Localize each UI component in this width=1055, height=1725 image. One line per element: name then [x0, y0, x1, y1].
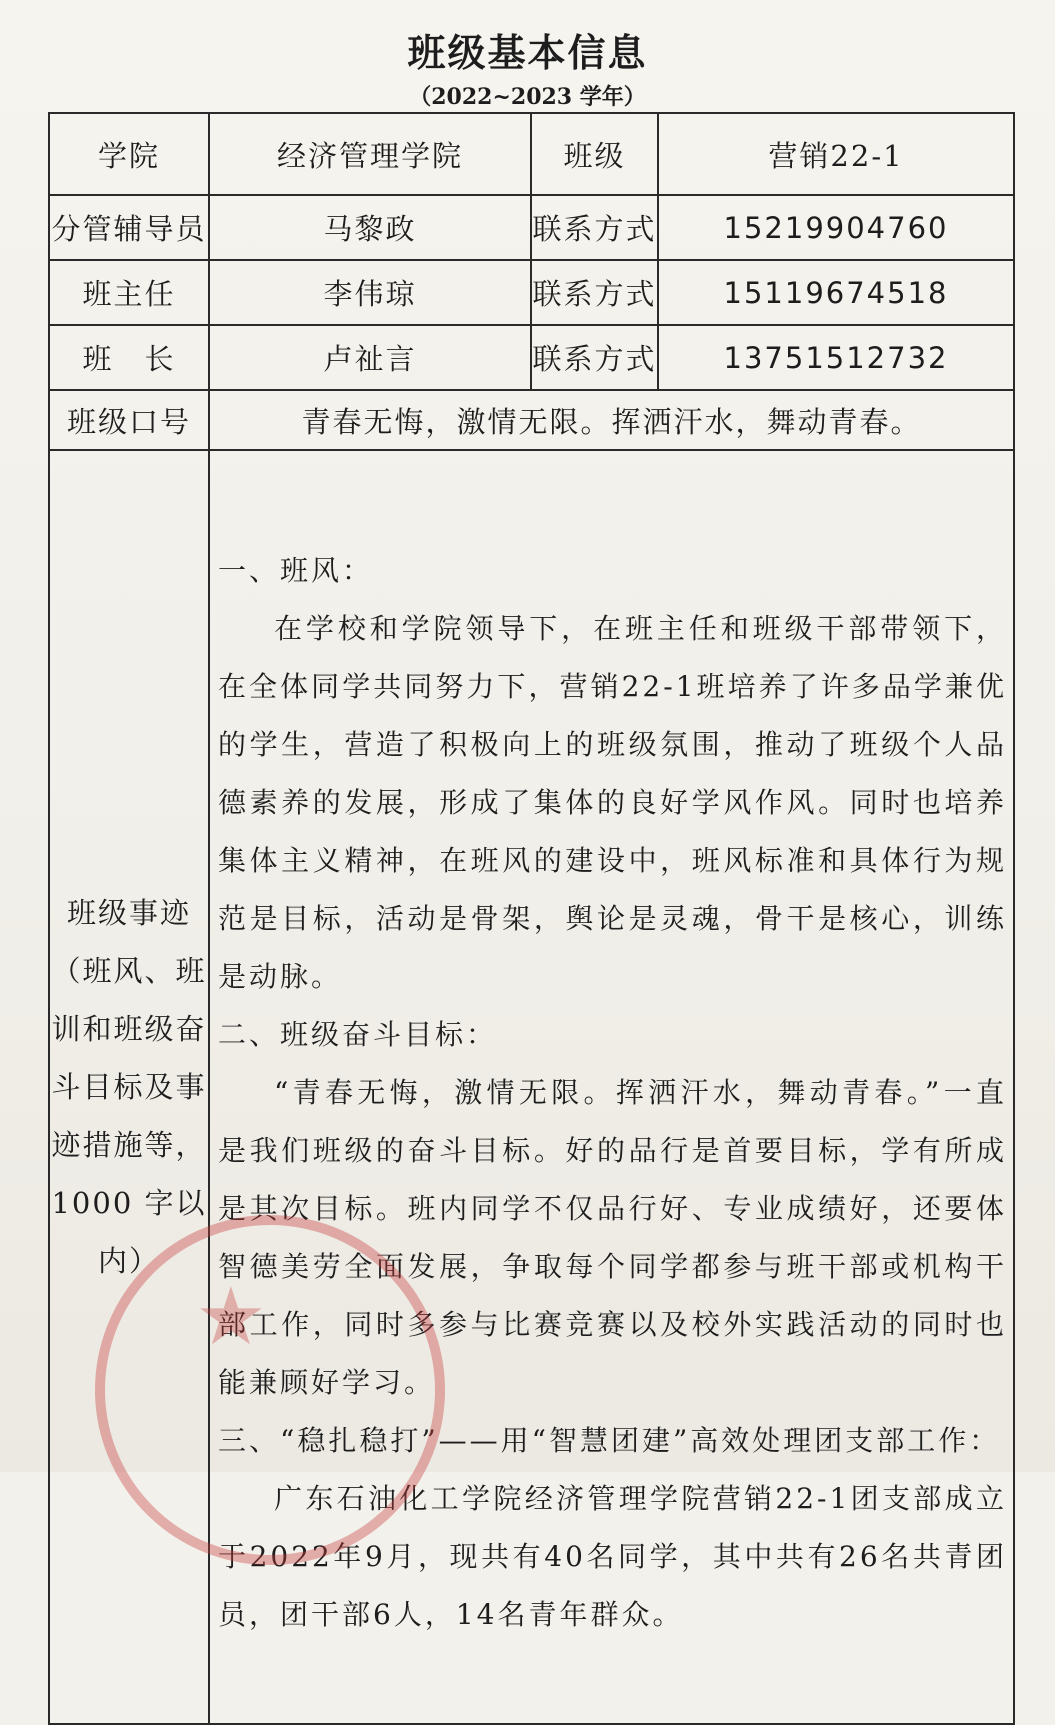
document-subtitle: （2022~2023 学年）	[409, 84, 646, 110]
document-title: 班级基本信息	[407, 31, 648, 75]
deeds-paragraph-1: 在学校和学院领导下，在班主任和班级干部带领下，在全体同学共同努力下，营销22-1班培养了许多品学兼优的学生，营造了积极向上的班级氛围，推动了班级个人品德素养的发展，形成了集体的良好学风作风。同时也培养集体主义精神，在班风的建设中，班风标准和具体行为规范是目标，活动是骨架，舆论是灵魂，骨干是核心，训练是动脉。	[218, 612, 1007, 993]
head-teacher-label: 班主任	[49, 260, 209, 325]
table-row	[49, 390, 1014, 450]
table-row	[49, 113, 1014, 195]
slogan-label: 班级口号	[49, 390, 209, 450]
deeds-label: 班级事迹（班风、班训和班级奋斗目标及事迹措施等，1000 字以内）	[49, 450, 209, 1724]
deeds-heading-2: 二、班级奋斗目标：	[218, 1018, 498, 1051]
slogan-value: 青春无悔，激情无限。挥洒汗水，舞动青春。	[209, 390, 1014, 450]
info-table	[48, 112, 1015, 1725]
head-teacher-phone: 15119674518	[658, 260, 1014, 325]
table-row	[49, 450, 1014, 1724]
monitor-label: 班 长	[49, 325, 209, 390]
table-row	[49, 260, 1014, 325]
monitor-phone: 13751512732	[658, 325, 1014, 390]
deeds-paragraph-3: 广东石油化工学院经济管理学院营销22-1团支部成立于2022年9月，现共有40名同学，其中共有26名共青团员，团干部6人，14名青年群众。	[218, 1482, 1007, 1631]
contact-label: 联系方式	[531, 325, 658, 390]
seal-star-icon: ★	[195, 1270, 267, 1363]
counselor-value: 马黎政	[209, 195, 531, 260]
college-label: 学院	[49, 113, 209, 195]
college-value: 经济管理学院	[209, 113, 531, 195]
deeds-paragraph-2: “青春无悔，激情无限。挥洒汗水，舞动青春。”一直是我们班级的奋斗目标。好的品行是首要目标，学有所成是其次目标。班内同学不仅品行好、专业成绩好，还要体智德美劳全面发展，争取每个同学都参与班干部或机构干部工作，同时多参与比赛竞赛以及校外实践活动的同时也能兼顾好学习。	[218, 1076, 1007, 1399]
deeds-heading-3: 三、“稳扎稳打”——用“智慧团建”高效处理团支部工作：	[218, 1424, 1001, 1457]
deeds-content	[209, 450, 1014, 1724]
head-teacher-value: 李伟琼	[209, 260, 531, 325]
contact-label: 联系方式	[531, 195, 658, 260]
monitor-value: 卢祉言	[209, 325, 531, 390]
counselor-label: 分管辅导员	[49, 195, 209, 260]
deeds-heading-1: 一、班风：	[218, 554, 374, 587]
contact-label: 联系方式	[531, 260, 658, 325]
table-row	[49, 325, 1014, 390]
class-label: 班级	[531, 113, 658, 195]
counselor-phone: 15219904760	[658, 195, 1014, 260]
table-row	[49, 195, 1014, 260]
class-value: 营销22-1	[658, 113, 1014, 195]
